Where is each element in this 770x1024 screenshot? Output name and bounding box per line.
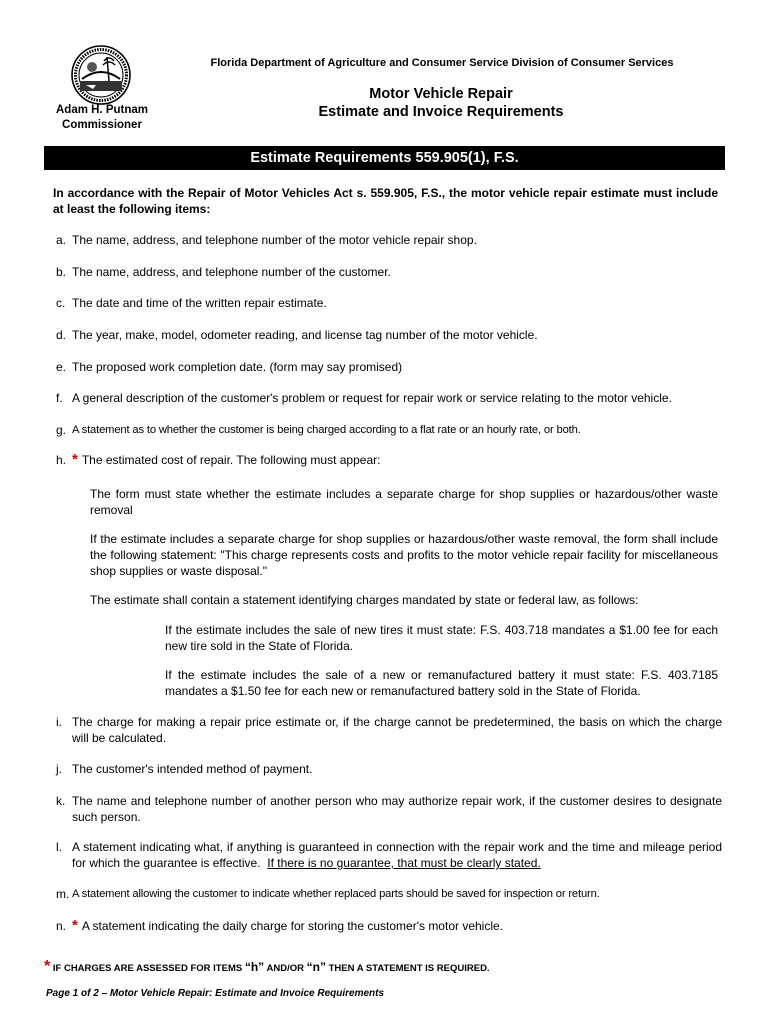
item-letter: i. <box>56 715 62 729</box>
item-letter: a. <box>56 233 67 247</box>
section-banner: Estimate Requirements 559.905(1), F.S. <box>44 146 725 170</box>
item-text <box>72 839 722 871</box>
item-letter: b. <box>56 265 67 279</box>
agency-name: Florida Department of Agriculture and Consumer Service Division of Consumer Services <box>210 57 674 69</box>
item-text: The date and time of the written repair estimate. <box>72 296 327 310</box>
asterisk-icon: * <box>44 958 51 975</box>
document-title-line2: Estimate and Invoice Requirements <box>318 104 564 120</box>
item-text: The name, address, and telephone number of the motor vehicle repair shop. <box>72 233 477 247</box>
item-letter: e. <box>56 360 67 374</box>
item-h-battery-statement: If the estimate includes the sale of a new or remanufactured battery it must state: F.S. 403.7185 mandates a $1.50 fee for each new or remanufactured battery sold in the State of Florida. <box>165 668 718 698</box>
item-text: A general description of the customer's problem or request for repair work or service relating to the motor vehicle. <box>72 391 672 405</box>
item-text: The name, address, and telephone number of the customer. <box>72 265 391 279</box>
commissioner-name: Adam H. Putnam <box>55 104 148 116</box>
item-letter: j. <box>56 762 62 776</box>
note-item-n: “n” <box>306 960 326 974</box>
item-h-paragraph-1: The form must state whether the estimate includes a separate charge for shop supplies or hazardous/other waste removal <box>90 487 718 517</box>
commissioner-title: Commissioner <box>62 119 142 131</box>
item-letter: k. <box>56 794 66 808</box>
item-letter: g. <box>56 423 67 437</box>
item-h-paragraph-2: If the estimate includes a separate charge for shop supplies or hazardous/other waste removal, the form shall include the following statement: "This charge represents costs and profits to the motor vehicle repair facility for miscellaneous shop supplies or waste disposal." <box>90 532 718 578</box>
item-text: The charge for making a repair price estimate or, if the charge cannot be predetermined, the basis on which the charge will be calculated. <box>72 715 722 745</box>
item-h-text: The estimated cost of repair. The following must appear: <box>81 453 381 467</box>
item-text: The proposed work completion date. (form may say promised) <box>72 360 403 374</box>
item-text: The customer's intended method of payment. <box>72 762 313 776</box>
note-part-2: THEN A STATEMENT IS REQUIRED. <box>328 963 490 974</box>
item-letter: n. <box>56 919 67 933</box>
asterisk-icon: * <box>72 917 78 934</box>
item-letter: h. <box>56 453 67 467</box>
charges-note <box>44 958 490 976</box>
item-letter: c. <box>56 296 66 310</box>
item-l-underlined: If there is no guarantee, that must be clearly stated. <box>267 856 541 870</box>
item-h-paragraph-3: The estimate shall contain a statement identifying charges mandated by state or federal law, as follows: <box>90 593 639 607</box>
item-letter: m. <box>56 887 70 901</box>
item-l-text: A statement indicating what, if anything is guaranteed in connection with the repair work and the time and mileage period for which the guarantee is effective. <box>72 840 722 870</box>
intro-paragraph: In accordance with the Repair of Motor Vehicles Act s. 559.905, F.S., the motor vehicle repair estimate must include at least the following items: <box>53 186 718 216</box>
document-title <box>300 85 582 121</box>
item-text: A statement as to whether the customer is being charged according to a flat rate or an hourly rate, or both. <box>72 424 581 436</box>
item-text: The name and telephone number of another person who may authorize repair work, if the customer desires to designate such person. <box>72 794 722 824</box>
item-letter: l. <box>56 840 62 854</box>
item-text: A statement allowing the customer to indicate whether replaced parts should be saved for inspection or return. <box>72 888 600 900</box>
item-text <box>72 452 722 468</box>
item-letter: f. <box>56 391 63 405</box>
note-part-1: IF CHARGES ARE ASSESSED FOR ITEMS <box>52 963 243 974</box>
state-seal-icon <box>60 45 142 105</box>
item-letter: d. <box>56 328 67 342</box>
item-h-tires-statement: If the estimate includes the sale of new tires it must state: F.S. 403.718 mandates a $1.00 fee for each new tire sold in the State of Florida. <box>165 623 718 653</box>
item-text: The year, make, model, odometer reading, and license tag number of the motor vehicle. <box>72 328 538 342</box>
document-title-line1: Motor Vehicle Repair <box>369 86 513 102</box>
page-footer: Page 1 of 2 – Motor Vehicle Repair: Estimate and Invoice Requirements <box>46 988 385 999</box>
asterisk-icon: * <box>72 451 78 468</box>
note-and-or: AND/OR <box>266 963 304 974</box>
commissioner-block <box>48 103 156 133</box>
item-n-text: A statement indicating the daily charge for storing the customer's motor vehicle. <box>81 919 504 933</box>
note-item-h: “h” <box>244 960 265 974</box>
item-text <box>72 918 722 934</box>
